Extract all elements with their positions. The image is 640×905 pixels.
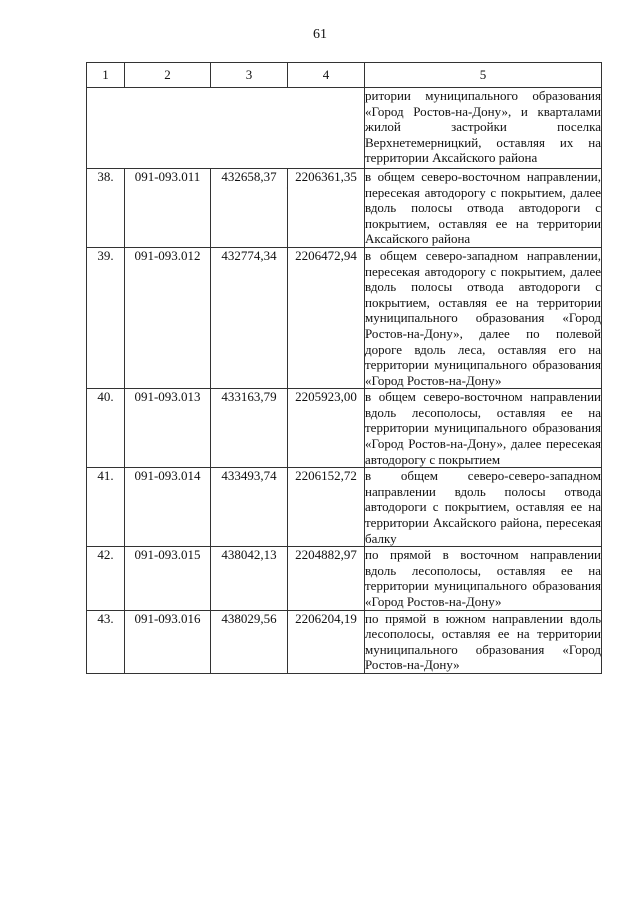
y-coordinate: 2206472,94 [295,247,357,263]
x-coordinate: 438029,56 [221,610,277,626]
x-coordinate: 433493,74 [221,468,277,484]
boundary-description: в общем северо-западном направлении, пересекая автодорогу с покрытием, далее вдоль полосы отвода автодороги с покрытием, оставляя ее на территории муниципального образования «Город Ростов-на-Дону», далее по полевой дороге вдоль леса, оставляя его на территории муниципального образования «Город Ростов-на-Дону» [365,247,601,388]
row-number: 43. [97,610,114,626]
column-header: 3 [211,63,288,88]
column-header: 4 [288,63,365,88]
row-number: 39. [97,247,114,263]
table-row [87,247,602,388]
boundary-description: в общем северо-восточном направлении, пересекая автодорогу с покрытием, далее вдоль полосы отвода автодороги с покрытием, оставляя ее на территории Аксайского района [365,168,601,247]
x-coordinate: 433163,79 [221,389,277,405]
boundary-description: по прямой в южном направлении вдоль лесополосы, оставляя ее на территории муниципального образования «Город Ростов-на-Дону» [365,610,601,673]
y-coordinate: 2206204,19 [295,610,357,626]
column-header: 5 [365,63,602,88]
x-coordinate: 438042,13 [221,547,277,563]
row-number: 42. [97,547,114,563]
column-header: 1 [87,63,125,88]
scan-dot: · [286,184,289,193]
y-coordinate: 2205923,00 [295,389,357,405]
table-header-row [87,63,602,88]
table-row [87,389,602,468]
table-row [87,88,602,169]
boundary-description: в общем северо-северо-западном направлении вдоль полосы отвода автодороги с покрытием, оставляя ее на территории Аксайского района, пересекая балку [365,468,601,546]
row-number: 41. [97,468,114,484]
table-row [87,168,602,247]
x-coordinate: 432774,34 [221,247,277,263]
table-body [87,168,602,673]
table-row [87,547,602,610]
y-coordinate: 2204882,97 [295,547,357,563]
boundary-description: в общем северо-восточном направлении вдоль лесополосы, оставляя ее на территории муниципального образования «Город Ростов-на-Дону», далее пересекая автодорогу с покрытием [365,389,601,467]
point-code: 091-093.014 [134,468,201,484]
boundary-points-table [86,62,602,674]
point-code: 091-093.012 [134,247,201,263]
row-number: 38. [97,168,114,184]
table-row [87,468,602,547]
point-code: 091-093.011 [134,168,201,184]
point-code: 091-093.015 [134,547,201,563]
page-number: 61 [313,27,327,42]
boundary-description: по прямой в восточном направлении вдоль лесополосы, оставляя ее на территории муниципального образования «Город Ростов-на-Дону» [365,547,601,609]
table-row [87,610,602,673]
y-coordinate: 2206361,35 [295,168,357,184]
point-code: 091-093.016 [134,610,201,626]
column-header: 2 [125,63,211,88]
y-coordinate: 2206152,72 [295,468,357,484]
continuation-description: ритории муниципального образования «Город Ростов-на-Дону», и кварталами жилой застройки поселка Верхнетемерницкий, оставляя их на территории Аксайского района [365,88,601,166]
point-code: 091-093.013 [134,389,201,405]
x-coordinate: 432658,37 [221,168,277,184]
row-number: 40. [97,389,114,405]
